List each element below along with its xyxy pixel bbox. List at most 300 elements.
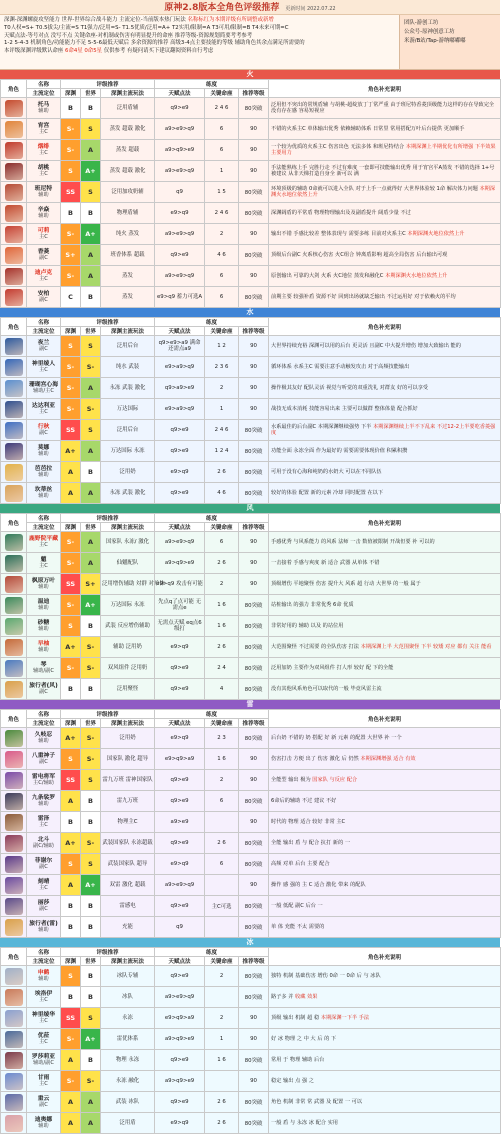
character-role: 辅助/主C [33, 388, 54, 394]
abyss-grade: S- [61, 357, 81, 378]
abyss-grade: A [61, 791, 81, 812]
key-constellation: 2 6 [205, 553, 239, 574]
recommended-level: 80突破 [239, 1113, 269, 1134]
character-role: 辅助 [38, 1123, 49, 1129]
recommended-level: 90 [239, 140, 269, 161]
world-grade: S- [81, 357, 101, 378]
character-role: 辅助 [38, 213, 49, 219]
col-talent: 天赋点法 [155, 89, 205, 98]
name-cell [27, 532, 61, 553]
avatar [5, 534, 23, 551]
col-style: 深渊主流玩法 [101, 957, 155, 966]
main-style: 双风组件 泛用奶 [101, 658, 155, 679]
abyss-grade: SS [61, 420, 81, 441]
note-text: 独特 机制 基础伤害 增伤 0命 一 0命 后 与 冰队 [271, 972, 381, 979]
table-row[interactable] [1, 637, 501, 658]
abyss-grade: B [61, 812, 81, 833]
avatar [5, 268, 23, 285]
talent-order: q9>e9 [155, 420, 205, 441]
character-role: 主C [39, 1018, 48, 1024]
avatar [5, 835, 23, 852]
key-constellation: 1 2 4 [205, 441, 239, 462]
studio-line: 公众号-原神创意工坊 [404, 29, 455, 35]
table-row[interactable] [1, 378, 501, 399]
character-name: 优菈 [37, 1032, 50, 1039]
recommended-level: 80突破 [239, 987, 269, 1008]
table-row[interactable] [1, 98, 501, 119]
table-row[interactable] [1, 812, 501, 833]
character-name: 可莉 [37, 227, 50, 234]
world-grade: B [81, 966, 101, 987]
avatar-cell [1, 875, 27, 896]
name-cell [27, 483, 61, 504]
avatar-cell [1, 1092, 27, 1113]
name-cell [27, 679, 61, 700]
character-note [269, 875, 501, 896]
character-name: 雷泽 [37, 815, 50, 822]
recommended-level: 90 [239, 532, 269, 553]
avatar [5, 597, 23, 614]
table-row[interactable] [1, 1071, 501, 1092]
character-name: 早柚 [37, 640, 50, 647]
section-thunder [0, 700, 500, 938]
talent-order: a9>e9>q9 [155, 161, 205, 182]
avatar-cell [1, 420, 27, 441]
table-row[interactable] [1, 1050, 501, 1071]
character-name: 托马 [37, 101, 50, 108]
table-row[interactable] [1, 441, 501, 462]
recommended-level: 80突破 [239, 637, 269, 658]
table-row[interactable] [1, 1113, 501, 1134]
key-constellation: 1 [205, 1029, 239, 1050]
table-row[interactable] [1, 791, 501, 812]
table-row[interactable] [1, 161, 501, 182]
world-grade: S [81, 854, 101, 875]
table-row[interactable] [1, 266, 501, 287]
talent-order: q9>e9 [155, 770, 205, 791]
character-name: 香菱 [37, 248, 50, 255]
character-name: 甘雨 [37, 1074, 50, 1081]
character-note [269, 266, 501, 287]
table-row[interactable] [1, 987, 501, 1008]
character-name: 九条裟罗 [31, 794, 56, 801]
table-row[interactable] [1, 574, 501, 595]
col-role: 角色 [1, 710, 27, 728]
character-note [269, 658, 501, 679]
avatar-cell [1, 812, 27, 833]
avatar-cell [1, 728, 27, 749]
talent-order: a9>e9>q9 [155, 266, 205, 287]
avatar [5, 856, 23, 873]
key-constellation [205, 1071, 239, 1092]
name-cell [27, 875, 61, 896]
col-note: 角色补充说明 [269, 948, 501, 966]
table-row[interactable] [1, 182, 501, 203]
key-constellation: 2 [205, 378, 239, 399]
character-role: 辅助 [38, 927, 49, 933]
talent-order: a9>q9>e9 [155, 553, 205, 574]
world-grade: B [81, 917, 101, 938]
avatar [5, 730, 23, 747]
key-constellation: 1 5 [205, 182, 239, 203]
col-role: 角色 [1, 318, 27, 336]
recommended-level: 90 [239, 553, 269, 574]
character-role: 辅助 [38, 584, 49, 590]
abyss-grade: S [61, 161, 81, 182]
character-role: 副C [39, 430, 48, 436]
key-constellation: 2 4 6 [205, 98, 239, 119]
character-role: 主C [39, 234, 48, 240]
note-highlight: 本期深渊上半 大范围聚怪 下半 较矮 对应 都有 关注 能看 [360, 643, 492, 650]
main-style: 充能 [101, 917, 155, 938]
col-main-pos: 主流定位 [27, 89, 61, 98]
key-constellation: 6 [205, 140, 239, 161]
table-row[interactable] [1, 1008, 501, 1029]
table-row[interactable] [1, 833, 501, 854]
table-row[interactable] [1, 119, 501, 140]
avatar [5, 289, 23, 306]
character-note [269, 378, 501, 399]
character-name: 胡桃 [37, 164, 50, 171]
talent-order: q9>e9 [155, 966, 205, 987]
world-grade: S- [81, 833, 101, 854]
name-cell [27, 357, 61, 378]
main-style: 物理盾辅 [101, 203, 155, 224]
note-text: 前期主要 较强补盾 资源不好 回到出场就缺乏输出 不过运用好 对于依赖火的平均 [271, 293, 456, 300]
key-constellation [205, 875, 239, 896]
col-world: 世界 [81, 523, 101, 532]
col-training: 练度 [155, 948, 269, 957]
name-cell [27, 658, 61, 679]
section-title: 风 [0, 504, 500, 513]
recommended-level: 80突破 [239, 616, 269, 637]
note-highlight: 本期深渊上半期优化有所增强 下半效果 主要用力 [271, 143, 496, 156]
avatar-cell [1, 224, 27, 245]
table-row[interactable] [1, 875, 501, 896]
talent-order: q9>e9 [155, 896, 205, 917]
world-grade: S- [81, 728, 101, 749]
avatar-cell [1, 532, 27, 553]
table-row[interactable] [1, 917, 501, 938]
recommended-level: 80突破 [239, 441, 269, 462]
main-style: 雷优体系 [101, 1029, 155, 1050]
table-row[interactable] [1, 679, 501, 700]
character-name: 迪奥娜 [34, 1116, 53, 1123]
abyss-grade: S- [61, 532, 81, 553]
key-constellation: 2 [205, 574, 239, 595]
table-row[interactable] [1, 896, 501, 917]
avatar-cell [1, 987, 27, 1008]
avatar-cell [1, 770, 27, 791]
header-row [1, 318, 501, 327]
avatar-cell [1, 966, 27, 987]
avatar-cell [1, 98, 27, 119]
character-note [269, 679, 501, 700]
character-role: 辅助 [38, 801, 49, 807]
recommended-level: 90 [239, 770, 269, 791]
avatar [5, 121, 23, 138]
key-constellation: 1 2 [205, 336, 239, 357]
table-row[interactable] [1, 224, 501, 245]
abyss-grade: SS [61, 182, 81, 203]
talent-order: a9>e9>q9 [155, 224, 205, 245]
talent-order: e9>q9 [155, 203, 205, 224]
recommended-level: 90 [239, 749, 269, 770]
key-constellation: 2 3 [205, 728, 239, 749]
table-row[interactable] [1, 462, 501, 483]
col-role: 角色 [1, 80, 27, 98]
section-fire [0, 70, 500, 308]
note-text: 深渊阔盾的平常盾 物理物理输出及及副盾提升 阔盾少量 不过 [271, 209, 411, 216]
table-row[interactable] [1, 854, 501, 875]
table-row[interactable] [1, 245, 501, 266]
character-role: 主C [39, 276, 48, 282]
abyss-grade: B [61, 203, 81, 224]
character-name: 刻晴 [37, 878, 50, 885]
avatar [5, 989, 23, 1006]
col-abyss: 深渊 [61, 957, 81, 966]
key-constellation: 6 [205, 791, 239, 812]
avatar-cell [1, 896, 27, 917]
character-note [269, 749, 501, 770]
table-row[interactable] [1, 616, 501, 637]
name-cell [27, 616, 61, 637]
note-text: 功能全面 永冻全面 作为最好的 需要需要体现价值 积累积攒 [271, 447, 408, 454]
header-row [1, 514, 501, 523]
talent-order: q9>e9>a9 满命还需点a9 [155, 336, 205, 357]
talent-order: q9>e9 [155, 679, 205, 700]
main-style: 国家队 激化 超导 [101, 749, 155, 770]
avatar [5, 359, 23, 376]
name-cell [27, 98, 61, 119]
main-style: 武装国家队 超导 [101, 854, 155, 875]
key-constellation: 2 [205, 224, 239, 245]
key-constellation: 6 [205, 854, 239, 875]
title-bar [0, 0, 500, 15]
avatar [5, 100, 23, 117]
avatar [5, 205, 23, 222]
world-grade: B [81, 462, 101, 483]
recommended-level: 80突破 [239, 833, 269, 854]
world-grade: B [81, 791, 101, 812]
col-training: 练度 [155, 514, 269, 523]
character-role: 辅助/副C [33, 1060, 54, 1066]
col-talent: 天赋点法 [155, 719, 205, 728]
world-grade: B [81, 98, 101, 119]
character-note [269, 420, 501, 441]
talent-order: q9>e9 [155, 791, 205, 812]
world-grade: A [81, 140, 101, 161]
name-cell [27, 1092, 61, 1113]
character-name: 烟绯 [37, 143, 50, 150]
character-name: 旅行者(雷) [29, 920, 58, 927]
recommended-level: 80突破 [239, 462, 269, 483]
character-name: 北斗 [37, 836, 50, 843]
main-style: 纯火 蒸发 [101, 224, 155, 245]
talent-order: e9>q9>a9 [155, 1008, 205, 1029]
world-grade: A [81, 1113, 101, 1134]
talent-order: e9>q9 [155, 462, 205, 483]
key-constellation: 6 [205, 287, 239, 308]
avatar [5, 464, 23, 481]
talent-order: q9>e9 [155, 1050, 205, 1071]
recommended-level: 90 [239, 266, 269, 287]
col-world: 世界 [81, 89, 101, 98]
talent-order: q9>e9 [155, 441, 205, 462]
avatar-cell [1, 1113, 27, 1134]
avatar-cell [1, 833, 27, 854]
table-row[interactable] [1, 553, 501, 574]
avatar [5, 163, 23, 180]
character-note [269, 791, 501, 812]
col-level: 推荐等级 [239, 327, 269, 336]
table-row[interactable] [1, 770, 501, 791]
character-note [269, 1071, 501, 1092]
talent-order: q9 [155, 917, 205, 938]
col-constellation: 关键命座 [205, 327, 239, 336]
avatar-cell [1, 399, 27, 420]
world-grade: B [81, 987, 101, 1008]
col-name: 名称 [27, 80, 61, 89]
recommended-level: 80突破 [239, 182, 269, 203]
name-cell [27, 749, 61, 770]
recommended-level: 80突破 [239, 595, 269, 616]
character-name: 罗莎莉亚 [31, 1053, 56, 1060]
col-name: 名称 [27, 948, 61, 957]
world-grade: A+ [81, 1029, 101, 1050]
name-cell [27, 161, 61, 182]
character-note [269, 987, 501, 1008]
main-style: 泛用盾 [101, 1113, 155, 1134]
table-row[interactable] [1, 140, 501, 161]
rating-table [0, 709, 501, 938]
table-row[interactable] [1, 357, 501, 378]
world-grade: S- [81, 637, 101, 658]
col-note: 角色补充说明 [269, 318, 501, 336]
table-row[interactable] [1, 1092, 501, 1113]
character-note [269, 203, 501, 224]
recommended-level: 80突破 [239, 483, 269, 504]
character-role: 副C [39, 297, 48, 303]
avatar [5, 401, 23, 418]
abyss-grade: B [61, 896, 81, 917]
col-rating: 评级推荐 [61, 80, 155, 89]
recommended-level: 80突破 [239, 420, 269, 441]
recommended-level: 80突破 [239, 245, 269, 266]
recommended-level: 80突破 [239, 1092, 269, 1113]
character-note [269, 966, 501, 987]
character-role: 辅助 [38, 451, 49, 457]
recommended-level: 90 [239, 336, 269, 357]
note-text: 站桩输出 的强力 非常优秀 6命 优质 [271, 601, 354, 608]
table-row[interactable] [1, 532, 501, 553]
recommended-level: 90 [239, 357, 269, 378]
key-constellation: 2 4 6 [205, 203, 239, 224]
abyss-grade: SS [61, 1008, 81, 1029]
note-text: 可用于没有心海和纯奶的水奶大 可以在不同队伍 [271, 468, 382, 475]
table-row[interactable] [1, 399, 501, 420]
abyss-grade: S [61, 966, 81, 987]
page-title: 原神2.8版本全角色评级推荐 [164, 3, 280, 13]
key-constellation [205, 812, 239, 833]
talent-order: q9>e9 [155, 658, 205, 679]
table-row[interactable] [1, 336, 501, 357]
note-highlight: 国家队 与反应 配合 [312, 776, 358, 783]
table-row[interactable] [1, 483, 501, 504]
avatar-cell [1, 336, 27, 357]
avatar [5, 898, 23, 915]
col-constellation: 关键命座 [205, 523, 239, 532]
character-role: 副C [39, 1102, 48, 1108]
world-grade: S- [81, 749, 101, 770]
table-row[interactable] [1, 595, 501, 616]
talent-order: q9>e9 [155, 1092, 205, 1113]
note-text: 顶级 输出 机制 超 稳 [271, 1014, 321, 1021]
intro-fragment: 本评级深渊评级默认命座 [4, 48, 66, 55]
key-constellation: 4 6 [205, 245, 239, 266]
character-name: 埃洛伊 [34, 990, 53, 997]
character-name: 安柏 [37, 290, 50, 297]
character-name: 神里绫人 [31, 360, 56, 367]
character-role: 辅助 [38, 108, 49, 114]
col-level: 推荐等级 [239, 719, 269, 728]
table-row[interactable] [1, 1029, 501, 1050]
avatar-cell [1, 553, 27, 574]
avatar-cell [1, 616, 27, 637]
name-cell [27, 336, 61, 357]
avatar-cell [1, 161, 27, 182]
table-row[interactable] [1, 287, 501, 308]
table-row[interactable] [1, 658, 501, 679]
character-role: 主C [39, 542, 48, 548]
avatar [5, 1073, 23, 1090]
main-style: 永冻 融化 [101, 1071, 155, 1092]
rating-table [0, 317, 501, 504]
main-style: 泛用后台 [101, 420, 155, 441]
table-row[interactable] [1, 728, 501, 749]
table-row[interactable] [1, 203, 501, 224]
recommended-level: 80突破 [239, 854, 269, 875]
main-style: 永冻 武装 激化 [101, 483, 155, 504]
abyss-grade: A [61, 462, 81, 483]
abyss-grade: B [61, 98, 81, 119]
abyss-grade: A+ [61, 833, 81, 854]
key-constellation: 1 6 [205, 1050, 239, 1071]
character-note [269, 224, 501, 245]
table-row[interactable] [1, 420, 501, 441]
character-note [269, 812, 501, 833]
recommended-level: 90 [239, 574, 269, 595]
main-style: 辅助 泛用奶 [101, 637, 155, 658]
talent-order: 无需点天赋 eq点6级打 [155, 616, 205, 637]
table-row[interactable] [1, 749, 501, 770]
table-row[interactable] [1, 966, 501, 987]
abyss-grade: A [61, 483, 81, 504]
talent-order: e9>q9 [155, 637, 205, 658]
character-note [269, 1029, 501, 1050]
world-grade: S [81, 182, 101, 203]
talent-order: a9>e9>q9 [155, 987, 205, 1008]
character-role: 副C [39, 906, 48, 912]
character-role: 副C [39, 759, 48, 765]
talent-order: e9>q9 [155, 728, 205, 749]
character-name: 迪卢克 [34, 269, 53, 276]
note-highlight: 本期深渊火水地位依然上升 [271, 185, 496, 198]
talent-order: e9>q9 攻击有可能 [155, 574, 205, 595]
main-style: 双雷 激化 超载 [101, 875, 155, 896]
recommended-level: 90 [239, 1029, 269, 1050]
character-name: 坎蒂丝 [34, 486, 53, 493]
